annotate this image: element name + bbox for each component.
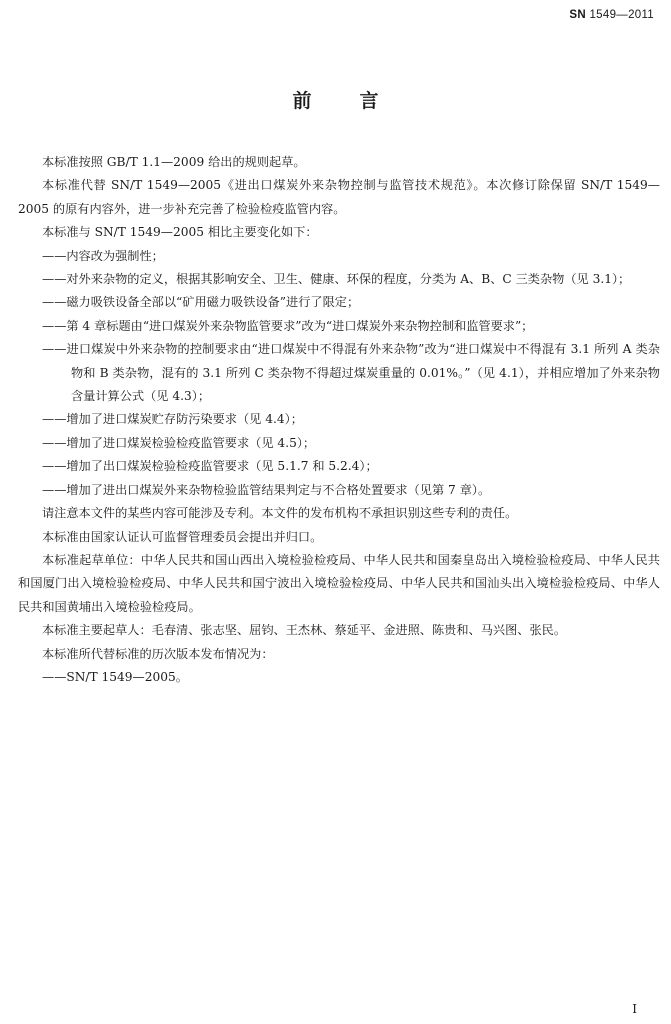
changes-intro-paragraph: 本标准与 SN/T 1549—2005 相比主要变化如下： bbox=[42, 225, 318, 240]
change-item: ——对外来杂物的定义，根据其影响安全、卫生、健康、环保的程度，分类为 A、B、C 三类杂物（见 3.1）； bbox=[42, 272, 631, 287]
history-item: ——SN/T 1549—2005。 bbox=[42, 669, 188, 684]
drafting-rule-paragraph: 本标准按照 GB/T 1.1—2009 给出的规则起草。 bbox=[42, 155, 306, 169]
history-intro-paragraph: 本标准所代替标准的历次版本发布情况为： bbox=[42, 646, 274, 661]
change-item: ——磁力吸铁设备全部以“矿用磁力吸铁设备”进行了限定； bbox=[42, 295, 360, 310]
change-item: ——增加了出口煤炭检验检疫监管要求（见 5.1.7 和 5.2.4）； bbox=[42, 459, 378, 474]
replacement-paragraph: 本标准代替 SN/T 1549—2005《进出口煤炭外来杂物控制与监管技术规范》。本次修订除保留 SN/T 1549—2005 的原有内容外，进一步补充完善了检验检疫监管内容。 bbox=[18, 178, 660, 216]
drafting-units-paragraph: 本标准起草单位：中华人民共和国山西出入境检验检疫局、中华人民共和国秦皇岛出入境检验检疫局、中华人民共和国厦门出入境检验检疫局、中华人民共和国宁波出入境检验检疫局、中华人民共和国汕头出入境检验检疫局、中华人民共和国黄埔出入境检验检疫局。 bbox=[18, 552, 660, 614]
change-item: ——内容改为强制性； bbox=[42, 248, 164, 263]
change-item: ——增加了进口煤炭检验检疫监管要求（见 4.5）； bbox=[42, 435, 316, 450]
page-title: 前言 bbox=[292, 90, 427, 112]
patent-notice-paragraph: 请注意本文件的某些内容可能涉及专利。本文件的发布机构不承担识别这些专利的责任。 bbox=[42, 506, 518, 521]
standard-number: 1549—2011 bbox=[589, 9, 654, 21]
change-item: ——进口煤炭中外来杂物的控制要求由“进口煤炭中不得混有外来杂物”改为“进口煤炭中不得混有 3.1 所列 A 类杂物和 B 类杂物，混有的 3.1 所列 C 类杂物不得超过煤炭重量的 0.01%。”（见 4.1），并相应增加了外来杂物含量计算公式（见 4.3）； bbox=[42, 342, 660, 404]
drafters-paragraph: 本标准主要起草人：毛春清、张志坚、屈钧、王杰林、蔡延平、金进照、陈贵和、马兴图、张民。 bbox=[42, 623, 567, 638]
document-body bbox=[18, 151, 660, 689]
page-number: I bbox=[632, 1002, 637, 1016]
proposer-paragraph: 本标准由国家认证认可监督管理委员会提出并归口。 bbox=[42, 529, 323, 544]
change-item: ——增加了进出口煤炭外来杂物检验监管结果判定与不合格处置要求（见第 7 章）。 bbox=[42, 482, 491, 497]
standard-code: SN bbox=[569, 9, 586, 21]
page-header bbox=[569, 9, 654, 21]
change-item: ——第 4 章标题由“进口煤炭外来杂物监管要求”改为“进口煤炭外来杂物控制和监管要求”； bbox=[42, 318, 534, 333]
change-item: ——增加了进口煤炭贮存防污染要求（见 4.4）； bbox=[42, 412, 303, 427]
